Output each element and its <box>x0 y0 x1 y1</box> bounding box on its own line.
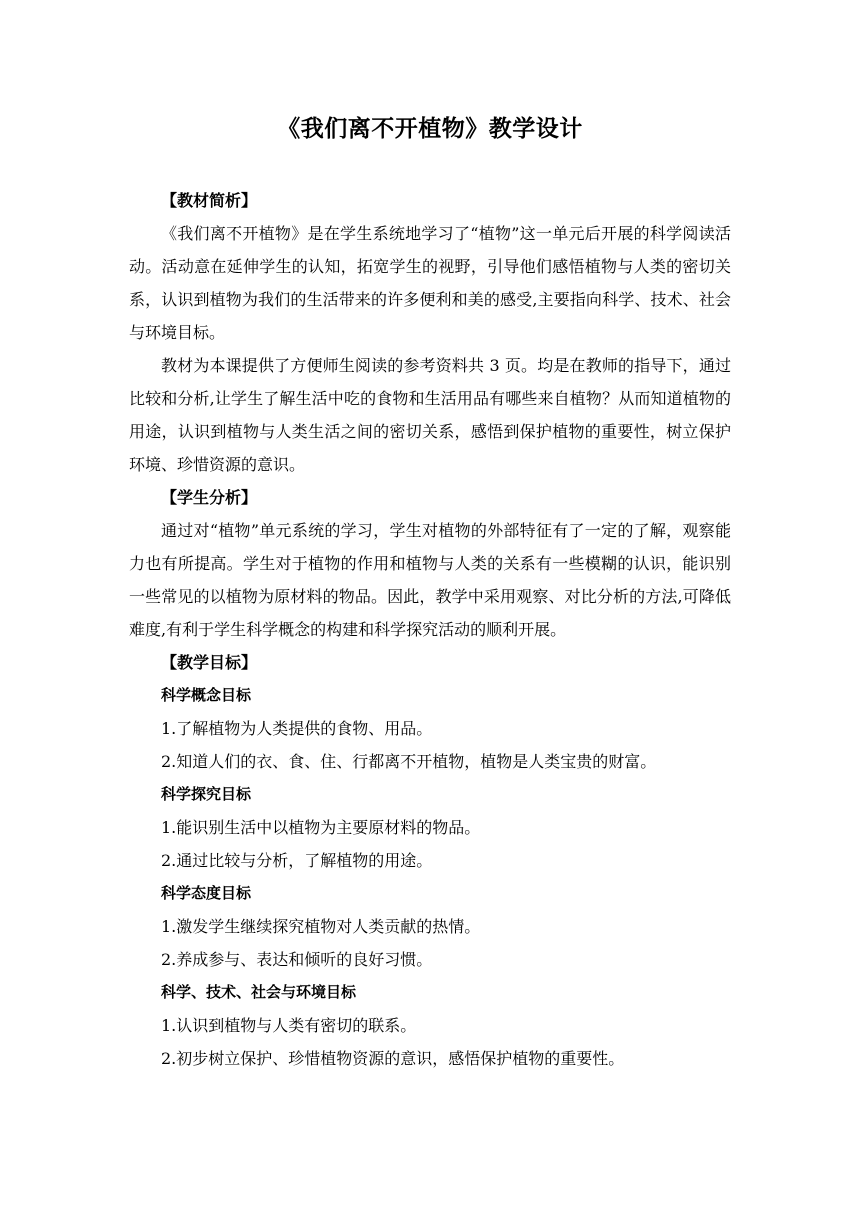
section-heading-objectives: 【教学目标】 <box>161 653 258 672</box>
objective-group-title-attitude: 科学态度目标 <box>161 884 252 902</box>
document-title: 《我们离不开植物》教学设计 <box>277 116 583 142</box>
document-body <box>129 184 731 1075</box>
objective-item: 2.养成参与、表达和倾听的良好习惯。 <box>161 950 433 969</box>
section-heading-textbook: 【教材简析】 <box>161 191 258 210</box>
objective-item: 1.了解植物为人类提供的食物、用品。 <box>161 719 433 738</box>
objective-group-title-stse: 科学、技术、社会与环境目标 <box>161 983 357 1001</box>
objective-group-title-inquiry: 科学探究目标 <box>161 785 252 803</box>
section-heading-students: 【学生分析】 <box>161 488 258 507</box>
objective-item: 1.认识到植物与人类有密切的联系。 <box>161 1016 417 1035</box>
students-paragraph-1: 通过对“植物”单元系统的学习，学生对植物的外部特征有了一定的了解，观察能力也有所提高。学生对于植物的作用和植物与人类的关系有一些模糊的认识，能识别一些常见的以植物为原材料的物品。因此，教学中采用观察、对比分析的方法,可降低难度,有利于学生科学概念的构建和科学探究活动的顺利开展。 <box>129 521 731 639</box>
objective-item: 1.激发学生继续探究植物对人类贡献的热情。 <box>161 917 481 936</box>
objective-item: 2.初步树立保护、珍惜植物资源的意识，感悟保护植物的重要性。 <box>161 1049 625 1068</box>
objective-item: 2.通过比较与分析，了解植物的用途。 <box>161 851 433 870</box>
textbook-paragraph-1: 《我们离不开植物》是在学生系统地学习了“植物”这一单元后开展的科学阅读活动。活动意在延伸学生的认知，拓宽学生的视野，引导他们感悟植物与人类的密切关系，认识到植物为我们的生活带来的许多便利和美的感受,主要指向科学、技术、社会与环境目标。 <box>129 224 731 342</box>
objective-group-title-concept: 科学概念目标 <box>161 686 252 704</box>
objective-item: 2.知道人们的衣、食、住、行都离不开植物，植物是人类宝贵的财富。 <box>161 752 657 771</box>
objective-item: 1.能识别生活中以植物为主要原材料的物品。 <box>161 818 481 837</box>
textbook-paragraph-2: 教材为本课提供了方便师生阅读的参考资料共 3 页。均是在教师的指导下，通过比较和分析,让学生了解生活中吃的食物和生活用品有哪些来自植物？从而知道植物的用途，认识到植物与人类生活之间的密切关系，感悟到保护植物的重要性，树立保护环境、珍惜资源的意识。 <box>129 356 731 474</box>
